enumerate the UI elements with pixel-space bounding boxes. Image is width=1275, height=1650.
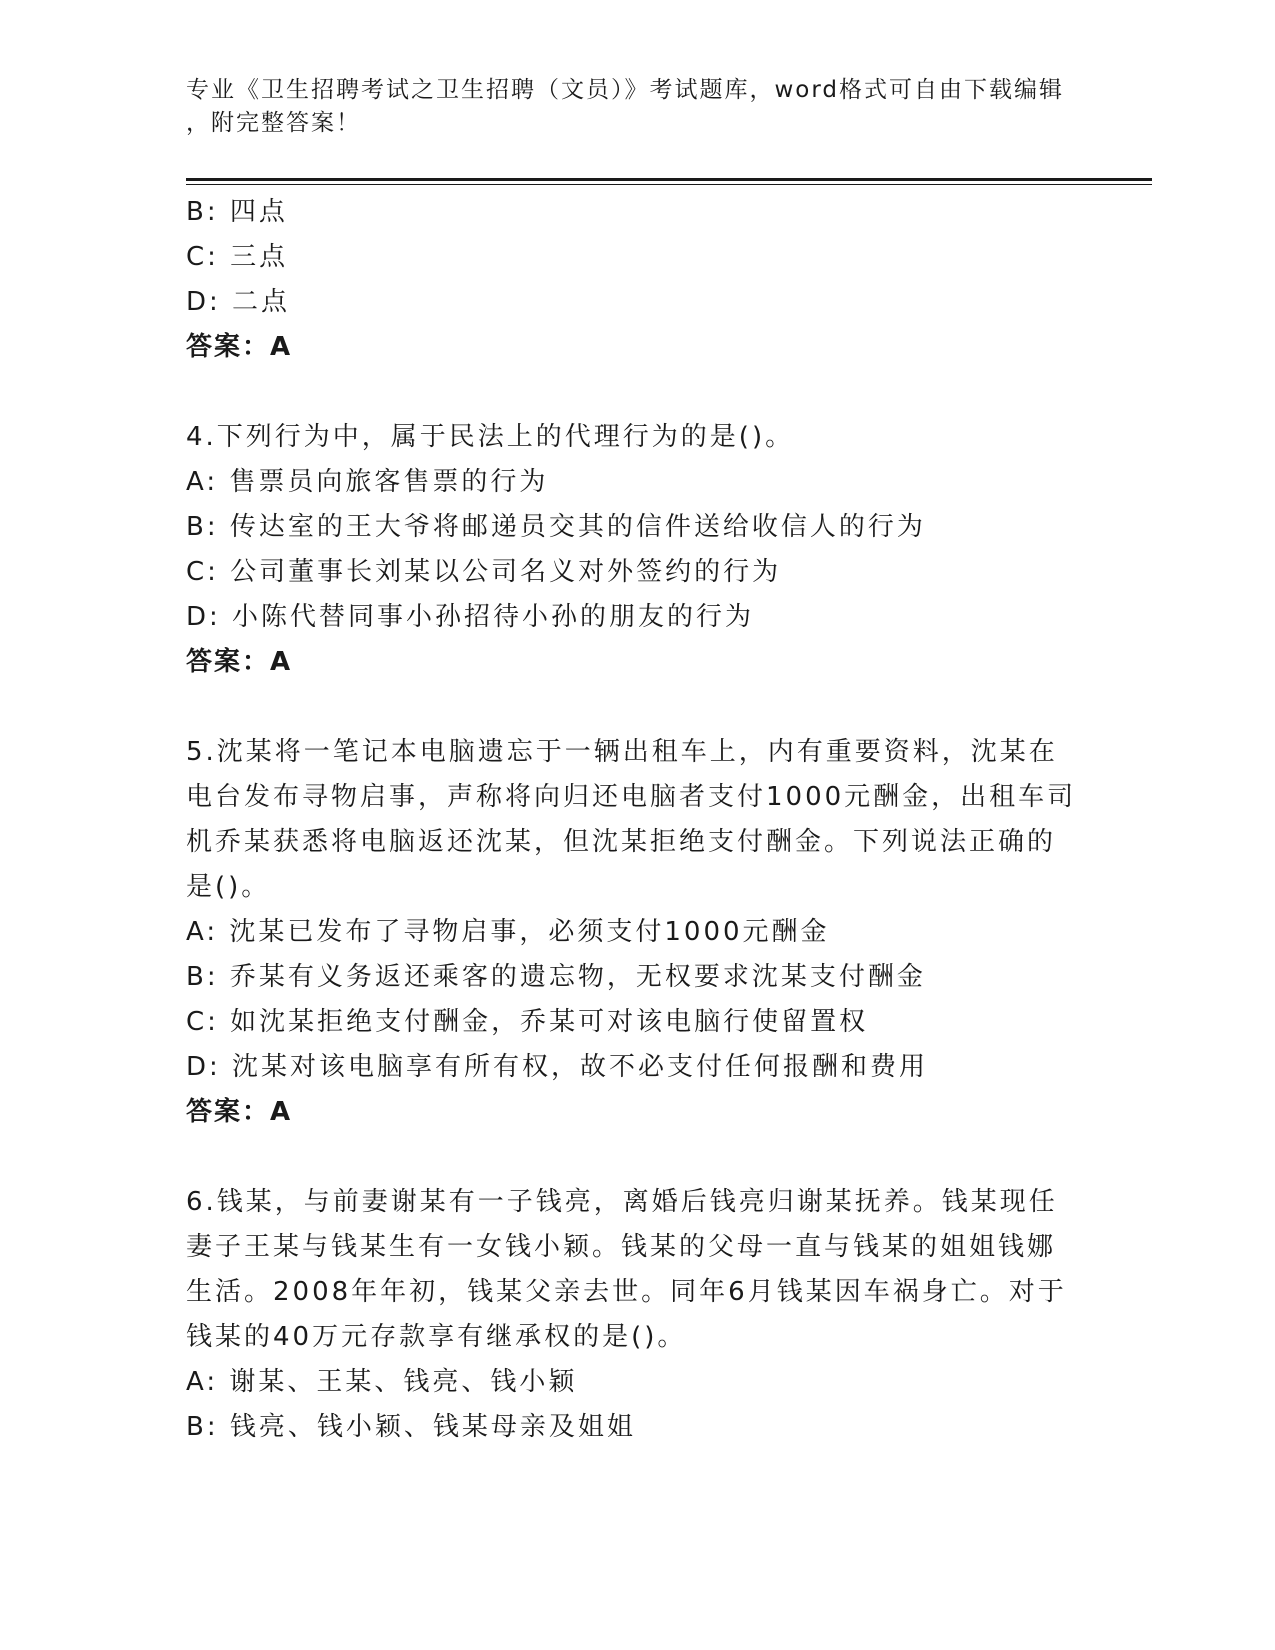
spacer <box>186 685 1086 730</box>
question-stem: 4.下列行为中，属于民法上的代理行为的是()。 <box>186 422 795 452</box>
answer: 答案：A <box>186 647 293 677</box>
question-stem-line: 是()。 <box>186 872 271 902</box>
document-header <box>186 74 1086 140</box>
option-b: B: 钱亮、钱小颖、钱某母亲及姐姐 <box>186 1412 636 1442</box>
option-a: A: 谢某、王某、钱亮、钱小颖 <box>186 1367 578 1397</box>
option-a: A: 沈某已发布了寻物启事，必须支付1000元酬金 <box>186 917 830 947</box>
option-c: C: 如沈某拒绝支付酬金，乔某可对该电脑行使留置权 <box>186 1007 869 1037</box>
question-stem-line: 5.沈某将一笔记本电脑遗忘于一辆出租车上，内有重要资料，沈某在 <box>186 737 1058 767</box>
option-d: D: 二点 <box>186 287 291 317</box>
answer: 答案：A <box>186 332 293 362</box>
header-rule-thick <box>186 178 1152 181</box>
header-line-2: ，附完整答案！ <box>186 110 361 136</box>
question-6 <box>186 1180 1086 1450</box>
question-stem-line: 钱某的40万元存款享有继承权的是()。 <box>186 1322 687 1352</box>
question-stem-line: 机乔某获悉将电脑返还沈某，但沈某拒绝支付酬金。下列说法正确的 <box>186 827 1057 857</box>
question-4 <box>186 415 1086 685</box>
header-line-1: 专业《卫生招聘考试之卫生招聘（文员）》考试题库，word格式可自由下载编辑 <box>186 77 1065 103</box>
option-b: B: 传达室的王大爷将邮递员交其的信件送给收信人的行为 <box>186 512 926 542</box>
question-stem-line: 电台发布寻物启事，声称将向归还电脑者支付1000元酬金，出租车司 <box>186 782 1077 812</box>
option-d: D: 沈某对该电脑享有所有权，故不必支付任何报酬和费用 <box>186 1052 929 1082</box>
option-c: C: 三点 <box>186 242 289 272</box>
option-b: B: 乔某有义务返还乘客的遗忘物，无权要求沈某支付酬金 <box>186 962 926 992</box>
answer: 答案：A <box>186 1097 293 1127</box>
question-3 <box>186 190 1086 370</box>
question-stem-line: 生活。2008年年初，钱某父亲去世。同年6月钱某因车祸身亡。对于 <box>186 1277 1067 1307</box>
option-a: A: 售票员向旅客售票的行为 <box>186 467 549 497</box>
question-stem-line: 妻子王某与钱某生有一女钱小颖。钱某的父母一直与钱某的姐姐钱娜 <box>186 1232 1057 1262</box>
option-b: B: 四点 <box>186 197 288 227</box>
question-5 <box>186 730 1086 1135</box>
option-d: D: 小陈代替同事小孙招待小孙的朋友的行为 <box>186 602 755 632</box>
question-content <box>186 190 1086 1450</box>
option-c: C: 公司董事长刘某以公司名义对外签约的行为 <box>186 557 782 587</box>
spacer <box>186 1135 1086 1180</box>
question-stem-line: 6.钱某，与前妻谢某有一子钱亮，离婚后钱亮归谢某抚养。钱某现任 <box>186 1187 1058 1217</box>
header-rule-thin <box>186 184 1152 185</box>
spacer <box>186 370 1086 415</box>
